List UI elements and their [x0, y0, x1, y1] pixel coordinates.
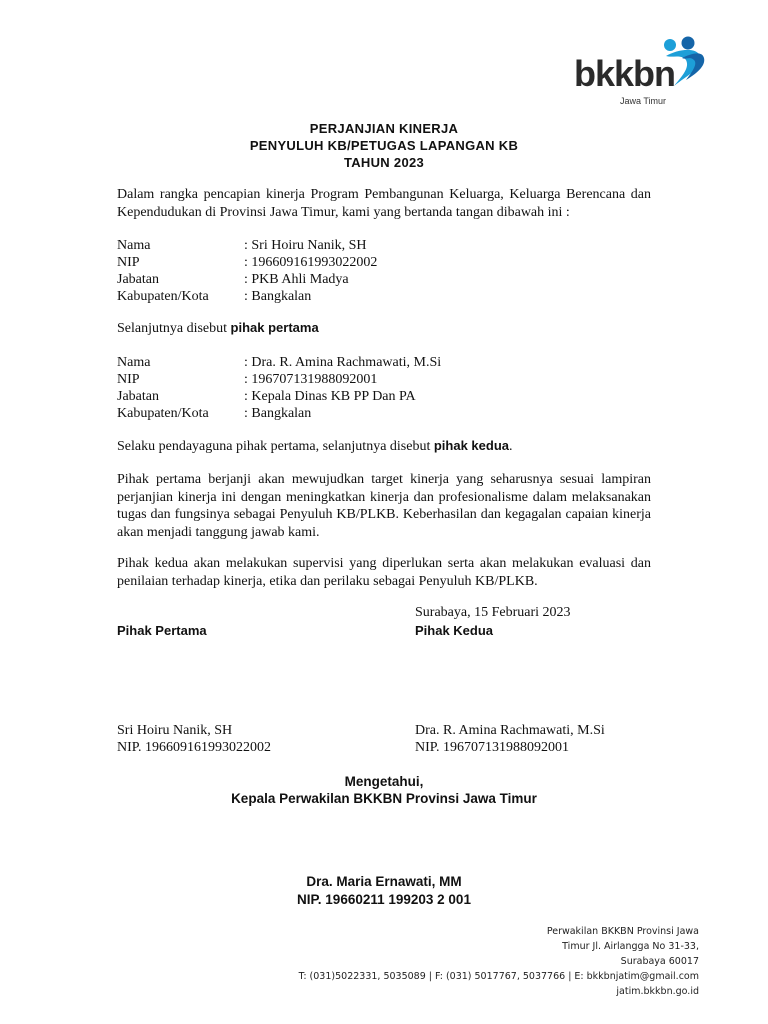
place-date: Surabaya, 15 Februari 2023 [415, 605, 571, 620]
detail-row [117, 405, 441, 422]
designation-term: pihak pertama [230, 320, 319, 335]
second-party-details [117, 354, 441, 422]
detail-label: NIP [117, 372, 140, 387]
detail-row [117, 254, 377, 271]
detail-row [117, 237, 377, 254]
intro-line: Dalam rangka pencapian kinerja Program Pembangunan Keluarga, Keluarga Berencana dan [117, 187, 651, 202]
detail-value: : Kepala Dinas KB PP Dan PA [244, 389, 416, 404]
designation-term: pihak kedua [433, 438, 509, 453]
footer-line: Surabaya 60017 [620, 956, 699, 967]
first-party-sign-nip: NIP. 196609161993022002 [117, 740, 272, 755]
detail-value: : PKB Ahli Madya [244, 272, 349, 287]
detail-row [117, 354, 441, 371]
first-party-details [117, 237, 377, 305]
detail-label: Nama [117, 355, 151, 370]
doc-title-line2: PENYULUH KB/PETUGAS LAPANGAN KB [249, 138, 519, 153]
commitment-line: perjanjian kinerja ini dengan meningkatkan kinerja dan profesionalisme dalam melaksanakan [117, 489, 651, 505]
commitment-line: akan menjadi tanggung jawab kami. [117, 524, 320, 540]
detail-label: Nama [117, 238, 151, 253]
footer-line: Perwakilan BKKBN Provinsi Jawa [546, 926, 699, 937]
acknowledgement-heading: Mengetahui, [344, 774, 424, 789]
detail-row [117, 288, 377, 305]
doc-title-line1: PERJANJIAN KINERJA [309, 121, 459, 136]
detail-label: Kabupaten/Kota [117, 289, 209, 304]
detail-value: : Sri Hoiru Nanik, SH [244, 238, 367, 253]
designation-prefix: Selaku pendayaguna pihak pertama, selanjutnya disebut [117, 439, 434, 454]
second-party-sign-name: Dra. R. Amina Rachmawati, M.Si [415, 723, 605, 738]
first-party-sign-name: Sri Hoiru Nanik, SH [117, 723, 233, 738]
detail-value: : Dra. R. Amina Rachmawati, M.Si [244, 355, 442, 370]
commitment-paragraph [117, 471, 651, 541]
footer-website: jatim.bkkbn.go.id [616, 986, 699, 997]
intro-paragraph [117, 186, 651, 221]
supervision-paragraph [117, 555, 651, 590]
first-party-sign-title: Pihak Pertama [117, 623, 207, 638]
detail-label: Jabatan [117, 389, 159, 404]
footer-address [279, 924, 699, 999]
detail-label: Jabatan [117, 272, 159, 287]
footer-line: Timur Jl. Airlangga No 31-33, [562, 941, 699, 952]
detail-value: : Bangkalan [244, 289, 312, 304]
commitment-line: tugas dan fungsinya sebagai Penyuluh KB/PLKB. Keberhasilan dan kegagalan capaian kinerja [117, 507, 651, 522]
supervision-line: penilaian terhadap kinerja, etika dan perilaku sebagai Penyuluh KB/PLKB. [117, 573, 538, 589]
designation-suffix: . [509, 439, 513, 454]
detail-label: NIP [117, 255, 140, 270]
designation-prefix: Selanjutnya disebut [117, 321, 231, 336]
logo-subtitle: Jawa Timur [620, 96, 667, 106]
doc-title-year: TAHUN 2023 [343, 155, 425, 170]
acknowledger-nip: NIP. 19660211 199203 2 001 [297, 892, 471, 907]
footer-contact: T: (031)5022331, 5035089 | F: (031) 5017767, 5037766 | E: bkkbnjatim@gmail.com [298, 971, 699, 982]
second-party-sign-nip: NIP. 196707131988092001 [415, 740, 570, 755]
intro-line: Kependudukan di Provinsi Jawa Timur, kami yang bertanda tangan dibawah ini : [117, 204, 570, 220]
acknowledgement-position: Kepala Perwakilan BKKBN Provinsi Jawa Timur [231, 791, 537, 806]
supervision-line: Pihak kedua akan melakukan supervisi yang diperlukan serta akan melakukan evaluasi dan [117, 556, 651, 571]
logo-wordmark: bkkbn [574, 53, 676, 94]
detail-value: : 196609161993022002 [244, 255, 378, 270]
detail-value: : 196707131988092001 [244, 372, 378, 387]
second-party-sign-title: Pihak Kedua [415, 623, 494, 638]
detail-row [117, 371, 441, 388]
bkkbn-emblem-icon [660, 36, 708, 88]
detail-value: : Bangkalan [244, 406, 312, 421]
first-party-designation [117, 320, 319, 337]
detail-label: Kabupaten/Kota [117, 406, 209, 421]
bkkbn-logo [574, 36, 714, 108]
detail-row [117, 271, 377, 288]
acknowledger-name: Dra. Maria Ernawati, MM [306, 874, 462, 889]
commitment-line: Pihak pertama berjanji akan mewujudkan target kinerja yang seharusnya sesuai lampiran [117, 472, 651, 487]
second-party-designation [117, 438, 513, 455]
detail-row [117, 388, 441, 405]
